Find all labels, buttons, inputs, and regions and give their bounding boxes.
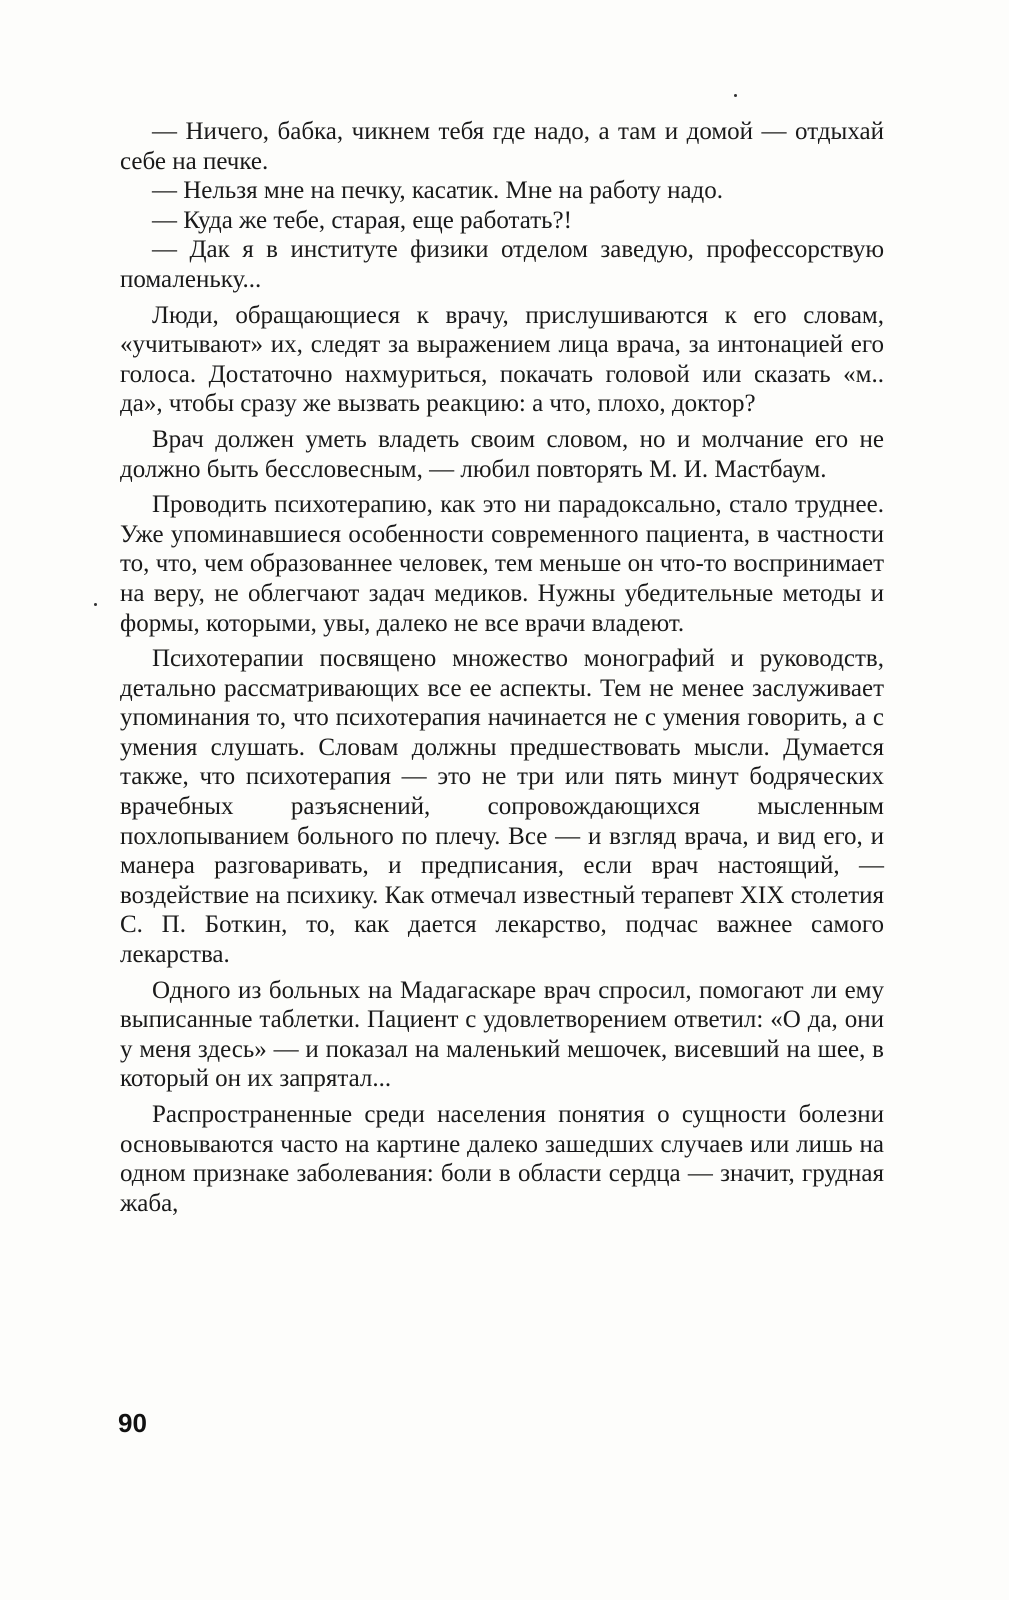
dialogue-line: — Куда же тебе, старая, еще работать?!: [152, 206, 572, 234]
dialogue-line: — Дак я в институте физики отделом заведую, профессорствую помаленьку...: [120, 236, 884, 293]
paragraph: Распространенные среди населения понятия о сущности болезни основываются часто на картине далеко зашедших случаев или лишь на одном признаке заболевания: боли в области сердца — значит, грудная жаба,: [120, 1101, 884, 1217]
paragraph: Одного из больных на Мадагаскаре врач спросил, помогают ли ему выписанные таблетки. Пациент с удовлетворением ответил: «О да, они у меня здесь» — и показал на маленький мешочек, висевший на шее, в который он их запрятал...: [120, 976, 884, 1093]
print-speck: [94, 603, 97, 606]
page-number: 90: [118, 1408, 147, 1438]
print-speck: [734, 94, 737, 97]
dialogue-line: — Нельзя мне на печку, касатик. Мне на работу надо.: [152, 177, 724, 205]
paragraph: Врач должен уметь владеть своим словом, но и молчание его не должно быть бессловесным, — любил повторять М. И. Мастбаум.: [120, 425, 884, 483]
body-text: [120, 117, 884, 1218]
paragraph: Проводить психотерапию, как это ни парадоксально, стало труднее. Уже упоминавшиеся особенности современного пациента, в частности то, что, чем образованнее человек, тем меньше он что-то воспринимает на веру, не облегчают задач медиков. Нужны убедительные методы и формы, которыми, увы, далеко не все врачи владеют.: [120, 491, 884, 637]
paragraph: Психотерапии посвящено множество монографий и руководств, детально рассматривающих все ее аспекты. Тем не менее заслуживает упоминания то, что психотерапия начинается не с умения говорить, а с умения слушать. Словам должны предшествовать мысли. Думается также, что психотерапия — это не три или пять минут бодряческих врачебных разъяснений, сопровождающихся мысленным похлопыванием больного по плечу. Все — и взгляд врача, и вид его, и манера разговаривать, и предписания, если врач настоящий, — воздействие на психику. Как отмечал известный терапевт XIX столетия С. П. Боткин, то, как дается лекарство, подчас важнее самого лекарства.: [120, 645, 884, 969]
dialogue-line: — Ничего, бабка, чикнем тебя где надо, а там и домой — отдыхай себе на печке.: [120, 118, 884, 175]
paragraph: Люди, обращающиеся к врачу, прислушиваются к его словам, «учитывают» их, следят за выражением лица врача, за интонацией его голоса. Достаточно нахмуриться, покачать головой или сказать «м.. да», чтобы сразу же вызвать реакцию: а что, плохо, доктор?: [120, 301, 884, 418]
